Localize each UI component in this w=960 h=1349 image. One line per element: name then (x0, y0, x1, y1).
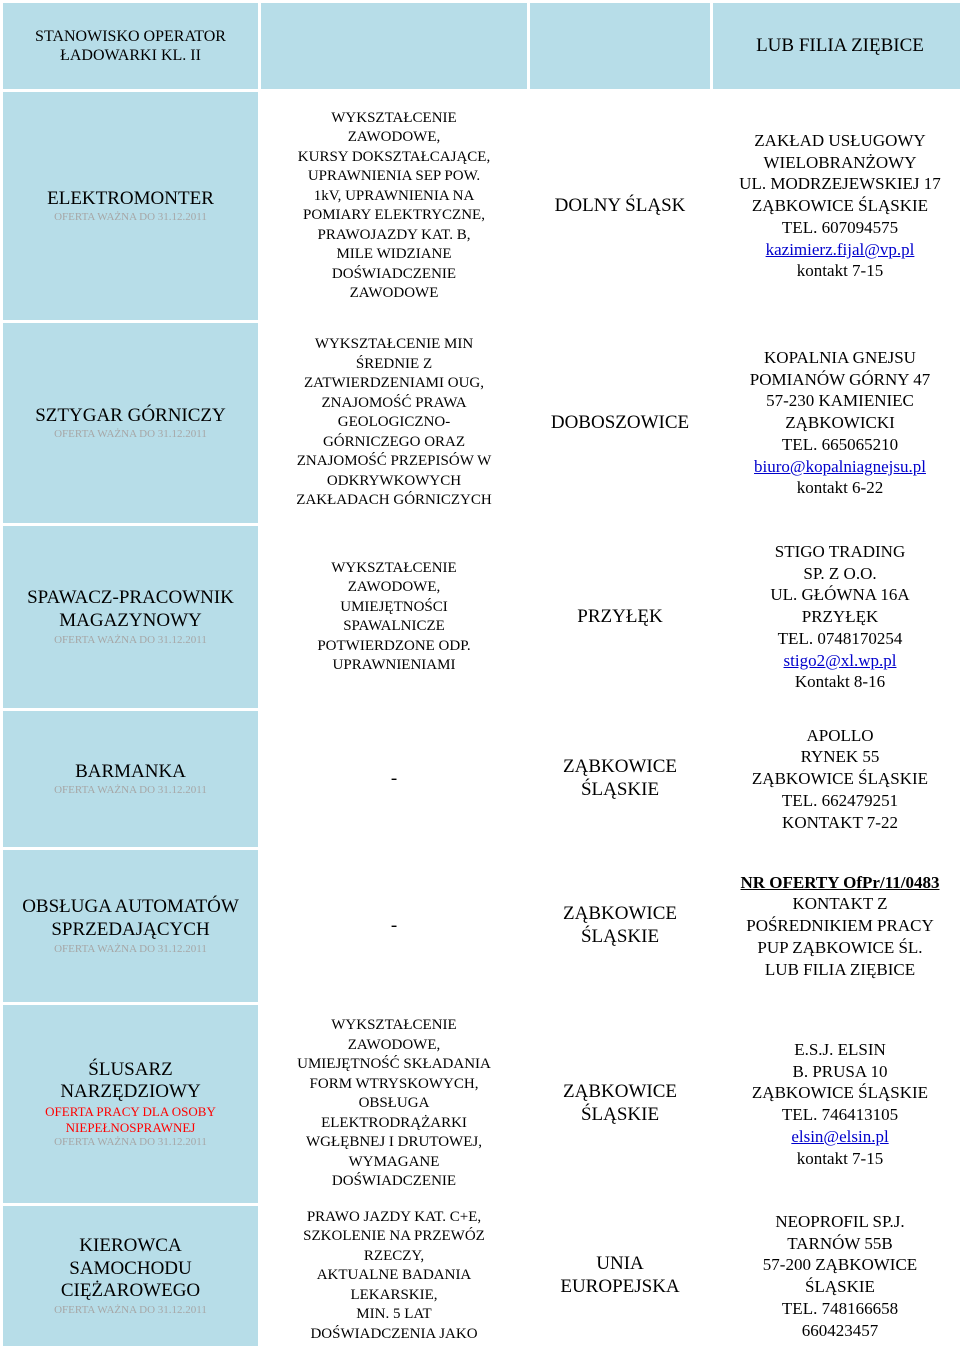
requirement-line: KURSY DOKSZTAŁCAJĄCE, (297, 148, 491, 165)
position-title: OBSŁUGA AUTOMATÓW (22, 896, 239, 918)
requirement-line: POTWIERDZONE ODP. (317, 637, 471, 654)
requirement-line: - (390, 914, 398, 936)
contact-line: RYNEK 55 (800, 747, 880, 767)
employer-contact-cell (713, 1005, 960, 1203)
position-title: SZTYGAR GÓRNICZY (35, 404, 226, 426)
contact-line: POMIANÓW GÓRNY 47 (749, 369, 931, 389)
header-position-cell (3, 3, 258, 89)
contact-line: ZĄBKOWICE ŚLĄSKIE (751, 1083, 929, 1103)
header-place-cell (530, 3, 710, 89)
validity-note: OFERTA WAŻNA DO 31.12.2011 (54, 428, 207, 441)
position-cell (3, 323, 258, 523)
contact-line: B. PRUSA 10 (792, 1061, 888, 1081)
position-title: SPAWACZ-PRACOWNIK (27, 587, 234, 609)
validity-note: OFERTA WAŻNA DO 31.12.2011 (54, 784, 207, 797)
requirement-line: OBSŁUGA (358, 1095, 430, 1112)
workplace-line: ZĄBKOWICE (563, 1081, 677, 1103)
requirement-line: ŚREDNIE Z (355, 355, 433, 372)
disabled-offer-note: OFERTA PRACY DLA OSOBY (45, 1104, 216, 1120)
email-link[interactable]: biuro@kopalniagnejsu.pl (754, 456, 926, 476)
contact-line: KONTAKT Z (792, 894, 888, 914)
contact-line: E.S.J. ELSIN (794, 1039, 886, 1059)
contact-line: 57-230 KAMIENIEC (766, 391, 914, 411)
email-link[interactable]: elsin@elsin.pl (791, 1126, 889, 1146)
offer-number: NR OFERTY OfPr/11/0483 (740, 872, 940, 892)
contact-line: LUB FILIA ZIĘBICE (764, 959, 916, 979)
contact-line: TEL. 746413105 (781, 1105, 899, 1124)
requirement-line: UMIEJĘTNOŚĆ SKŁADANIA (297, 1056, 491, 1073)
requirement-line: ELEKTRODRĄŻARKI (321, 1114, 467, 1131)
requirement-line: - (390, 767, 398, 789)
position-cell (3, 526, 258, 708)
requirement-line: GEOLOGICZNO- (337, 414, 451, 431)
employer-contact-cell (713, 1206, 960, 1346)
contact-hours: kontakt 7-15 (796, 261, 884, 281)
requirement-line: ZAWODOWE, (347, 579, 441, 595)
contact-line: POŚREDNIKIEM PRACY (746, 916, 934, 936)
workplace-line: DOBOSZOWICE (550, 411, 690, 433)
offer-row (3, 92, 960, 320)
workplace-cell (530, 711, 710, 847)
contact-line: ŚLĄSKIE (805, 1277, 875, 1296)
contact-line: SP. Z O.O. (803, 563, 877, 583)
position-title: ŚLUSARZ (88, 1058, 173, 1080)
requirement-line: WYKSZTAŁCENIE (331, 109, 457, 126)
contact-line: PRZYŁĘK (801, 607, 879, 627)
validity-note: OFERTA WAŻNA DO 31.12.2011 (54, 1304, 207, 1317)
requirements-cell (261, 1005, 527, 1203)
position-cell (3, 711, 258, 847)
requirement-line: RZECZY, (363, 1247, 425, 1264)
requirement-line: PRAWOJAZDY KAT. B, (317, 226, 471, 243)
requirement-line: ODKRYWKOWYCH (326, 472, 462, 489)
offer-row (3, 1005, 960, 1203)
requirement-line: WYMAGANE (348, 1153, 440, 1170)
validity-note: OFERTA WAŻNA DO 31.12.2011 (54, 211, 207, 224)
contact-line: 660423457 (801, 1320, 879, 1340)
requirement-line: DOŚWIADCZENIA JAKO (310, 1325, 478, 1342)
contact-line: NEOPROFIL SP.J. (775, 1211, 905, 1231)
position-title: ELEKTROMONTER (47, 187, 214, 209)
contact-line: TARNÓW 55B (787, 1233, 893, 1253)
position-title: NARZĘDZIOWY (60, 1081, 201, 1103)
requirement-line: SPAWALNICZE (343, 618, 445, 634)
workplace-line: DOLNY ŚLĄSK (554, 194, 686, 216)
requirement-line: ZATWIERDZENIAMI OUG, (304, 375, 484, 392)
requirement-line: ZNAJOMOŚĆ PRAWA (321, 394, 467, 411)
requirement-line: DOŚWIADCZENIE (331, 265, 457, 282)
workplace-cell (530, 1206, 710, 1346)
requirement-line: ZAKŁADACH GÓRNICZYCH (296, 492, 492, 509)
contact-line: ZĄBKOWICE ŚLĄSKIE (751, 769, 929, 789)
requirement-line: PRAWO JAZDY KAT. C+E, (306, 1208, 482, 1225)
employer-contact-cell (713, 323, 960, 523)
header-contact-cell (713, 3, 960, 89)
contact-hours: kontakt 6-22 (796, 478, 884, 498)
contact-hours: Kontakt 8-16 (794, 672, 886, 692)
offer-row (3, 526, 960, 708)
workplace-cell (530, 526, 710, 708)
header-branch-text: LUB FILIA ZIĘBICE (756, 34, 924, 56)
requirement-line: WYKSZTAŁCENIE (331, 559, 457, 576)
header-position-line: ŁADOWARKI KL. II (60, 47, 201, 64)
requirement-line: LEKARSKIE, (350, 1286, 438, 1303)
employer-contact-cell (713, 526, 960, 708)
contact-line: TEL. 0748170254 (777, 628, 903, 648)
requirements-cell (261, 92, 527, 320)
position-title: SPRZEDAJĄCYCH (51, 918, 210, 940)
requirements-cell (261, 711, 527, 847)
contact-line: PUP ZĄBKOWICE ŚL. (757, 937, 923, 957)
workplace-cell (530, 92, 710, 320)
position-title: CIĘŻAROWEGO (60, 1280, 201, 1302)
workplace-cell (530, 1005, 710, 1203)
contact-line: TEL. 662479251 (781, 790, 899, 810)
contact-line: ZĄBKOWICKI (785, 413, 895, 433)
requirement-line: ZNAJOMOŚĆ PRZEPISÓW W (296, 453, 492, 470)
requirement-line: MIN. 5 LAT (356, 1306, 432, 1323)
requirement-line: DOŚWIADCZENIE (331, 1173, 457, 1190)
workplace-line: UNIA (596, 1253, 644, 1275)
requirement-line: ZAWODOWE, (347, 1036, 441, 1053)
requirement-line: ZAWODOWE (349, 285, 439, 301)
requirement-line: AKTUALNE BADANIA (316, 1267, 472, 1284)
contact-line: ZĄBKOWICE ŚLĄSKIE (751, 196, 929, 216)
position-cell (3, 1005, 258, 1203)
workplace-line: ZĄBKOWICE (563, 903, 677, 925)
employer-contact-cell (713, 711, 960, 847)
contact-line: UL. MODRZEJEWSKIEJ 17 (739, 174, 941, 194)
contact-line: ZAKŁAD USŁUGOWY (754, 130, 926, 150)
requirement-line: WYKSZTAŁCENIE (331, 1017, 457, 1034)
workplace-line: ŚLĄSKIE (580, 779, 660, 800)
requirements-cell (261, 526, 527, 708)
contact-line: KONTAKT 7-22 (782, 812, 898, 832)
validity-note: OFERTA WAŻNA DO 31.12.2011 (54, 633, 207, 646)
contact-line: KOPALNIA GNEJSU (764, 347, 916, 367)
job-offers-body (3, 3, 960, 1346)
workplace-line: ZĄBKOWICE (563, 756, 677, 778)
contact-line: STIGO TRADING (774, 541, 906, 561)
position-cell (3, 92, 258, 320)
requirement-line: SZKOLENIE NA PRZEWÓZ (303, 1228, 485, 1245)
contact-line: TEL. 748166658 (781, 1298, 899, 1318)
employer-contact-cell (713, 92, 960, 320)
validity-note: OFERTA WAŻNA DO 31.12.2011 (54, 942, 207, 955)
requirement-line: MILE WIDZIANE (336, 246, 452, 262)
requirement-line: 1kV, UPRAWNIENIA NA (313, 187, 475, 204)
offer-row (3, 711, 960, 847)
header-row (3, 3, 960, 89)
position-title: MAGAZYNOWY (59, 609, 202, 631)
contact-line: TEL. 607094575 (781, 217, 899, 237)
workplace-cell (530, 323, 710, 523)
validity-note: OFERTA WAŻNA DO 31.12.2011 (54, 1136, 207, 1149)
requirement-line: POMIARY ELEKTRYCZNE, (303, 207, 485, 223)
header-position-line: STANOWISKO OPERATOR (35, 27, 226, 45)
requirement-line: GÓRNICZEGO ORAZ (322, 433, 466, 450)
workplace-line: PRZYŁĘK (577, 605, 663, 627)
position-cell (3, 1206, 258, 1346)
position-title: BARMANKA (75, 760, 186, 782)
disabled-offer-note: NIEPEŁNOSPRAWNEJ (65, 1119, 196, 1135)
contact-line: 57-200 ZĄBKOWICE (762, 1255, 918, 1275)
requirement-line: WYKSZTAŁCENIE MIN (314, 336, 474, 353)
offer-row (3, 323, 960, 523)
workplace-line: ŚLĄSKIE (580, 926, 660, 947)
employer-contact-cell (713, 850, 960, 1002)
requirement-line: FORM WTRYSKOWYCH, (309, 1075, 479, 1092)
contact-line: UL. GŁÓWNA 16A (770, 585, 910, 605)
email-link[interactable]: stigo2@xl.wp.pl (783, 650, 897, 670)
contact-line: APOLLO (806, 725, 874, 745)
requirement-line: UMIEJĘTNOŚCI (340, 598, 448, 615)
requirement-line: WGŁĘBNEJ I DRUTOWEJ, (306, 1134, 482, 1151)
position-title: SAMOCHODU (69, 1257, 192, 1279)
workplace-line: EUROPEJSKA (560, 1276, 680, 1297)
contact-hours: kontakt 7-15 (796, 1148, 884, 1168)
position-cell (3, 850, 258, 1002)
requirements-cell (261, 1206, 527, 1346)
contact-line: TEL. 665065210 (781, 434, 899, 454)
header-requirements-cell (261, 3, 527, 89)
requirements-cell (261, 850, 527, 1002)
contact-line: WIELOBRANŻOWY (763, 152, 917, 172)
requirement-line: UPRAWNIENIA SEP POW. (307, 168, 481, 184)
offer-row (3, 1206, 960, 1346)
requirements-cell (261, 323, 527, 523)
workplace-cell (530, 850, 710, 1002)
position-title: KIEROWCA (79, 1234, 182, 1256)
workplace-line: ŚLĄSKIE (580, 1104, 660, 1125)
requirement-line: UPRAWNIENIAMI (332, 657, 456, 673)
email-link[interactable]: kazimierz.fijal@vp.pl (765, 239, 915, 259)
requirement-line: ZAWODOWE, (347, 129, 441, 145)
offer-row (3, 850, 960, 1002)
